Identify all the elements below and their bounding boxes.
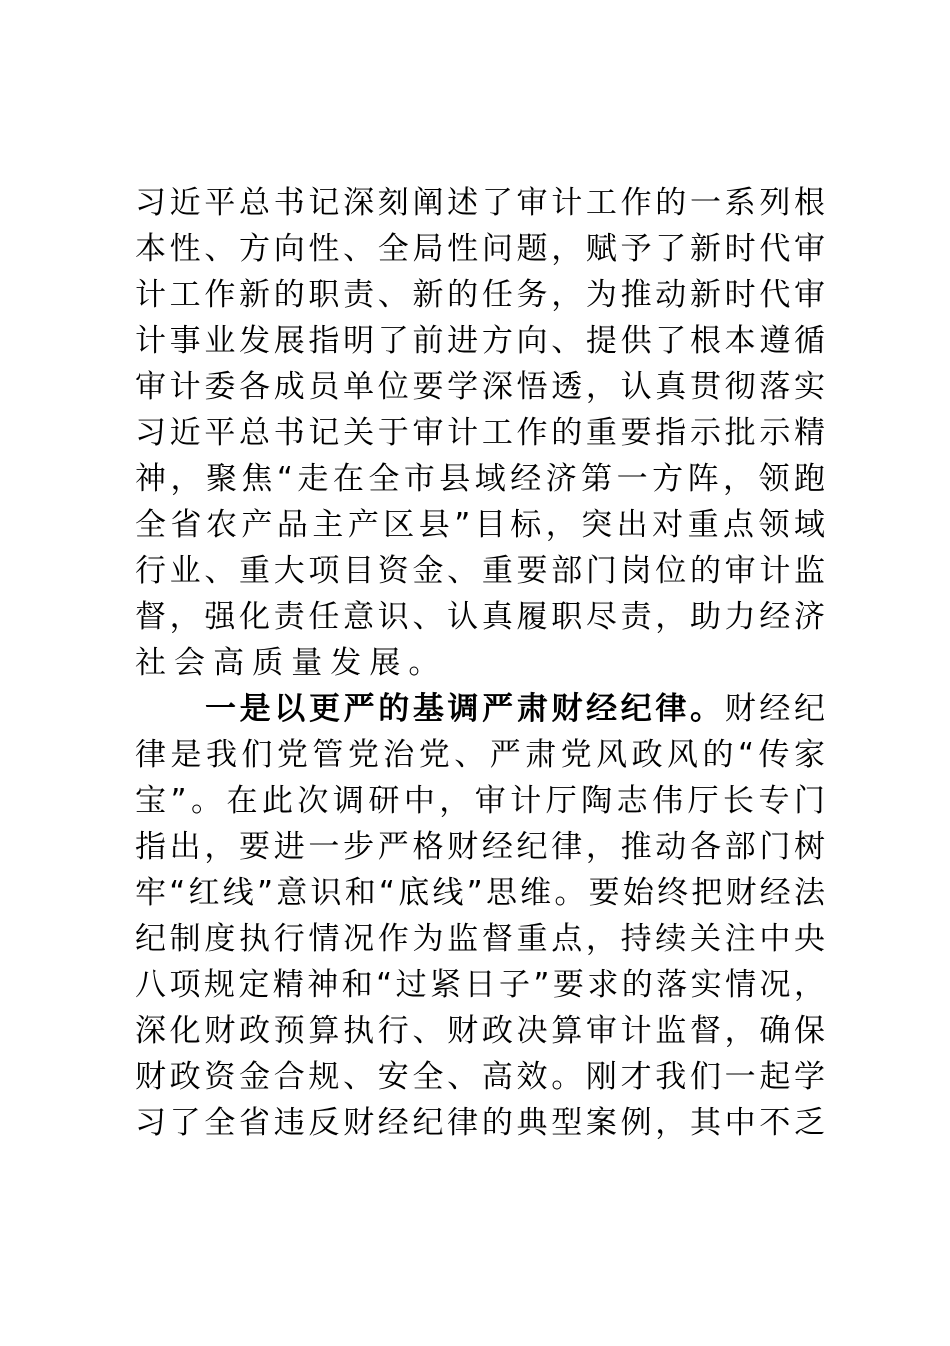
text-line: 习了全省违反财经纪律的典型案例，其中不乏 [135,1105,825,1141]
paragraph-heading: 一是以更严的基调严肃财经纪律。 [205,691,725,727]
text-line: 宝”。在此次调研中，审计厅陶志伟厅长专门 [135,783,825,819]
text-line: 行业、重大项目资金、重要部门岗位的审计监 [135,553,825,589]
text-line: 计工作新的职责、新的任务，为推动新时代审 [135,277,825,313]
text-line: 督，强化责任意识、认真履职尽责，助力经济 [135,599,825,635]
text-line: 习近平总书记深刻阐述了审计工作的一系列根 [135,185,825,221]
paragraph-1 [135,180,825,686]
document-body [135,180,825,1146]
text-line: 深化财政预算执行、财政决算审计监督，确保 [135,1013,825,1049]
text-line: 指出，要进一步严格财经纪律，推动各部门树 [135,829,825,865]
text-line: 牢“红线”意识和“底线”思维。要始终把财经法 [135,875,825,911]
text-line: 本性、方向性、全局性问题，赋予了新时代审 [135,231,825,267]
text-line: 律是我们党管党治党、严肃党风政风的“传家 [135,737,825,773]
text-line: 习近平总书记关于审计工作的重要指示批示精 [135,415,825,451]
heading-continuation: 财经纪 [724,691,826,727]
text-line: 全省农产品主产区县”目标，突出对重点领域 [135,507,825,543]
text-line: 计事业发展指明了前进方向、提供了根本遵循 [135,323,825,359]
text-line: 社会高质量发展。 [135,645,448,681]
text-line: 纪制度执行情况作为监督重点，持续关注中央 [135,921,825,957]
text-line: 神，聚焦“走在全市县域经济第一方阵，领跑 [135,461,825,497]
text-line: 八项规定精神和“过紧日子”要求的落实情况， [135,967,825,1003]
paragraph-first-line [135,686,825,732]
text-line: 财政资金合规、安全、高效。刚才我们一起学 [135,1059,825,1095]
text-line: 审计委各成员单位要学深悟透，认真贯彻落实 [135,369,825,405]
paragraph-2 [135,686,825,1146]
